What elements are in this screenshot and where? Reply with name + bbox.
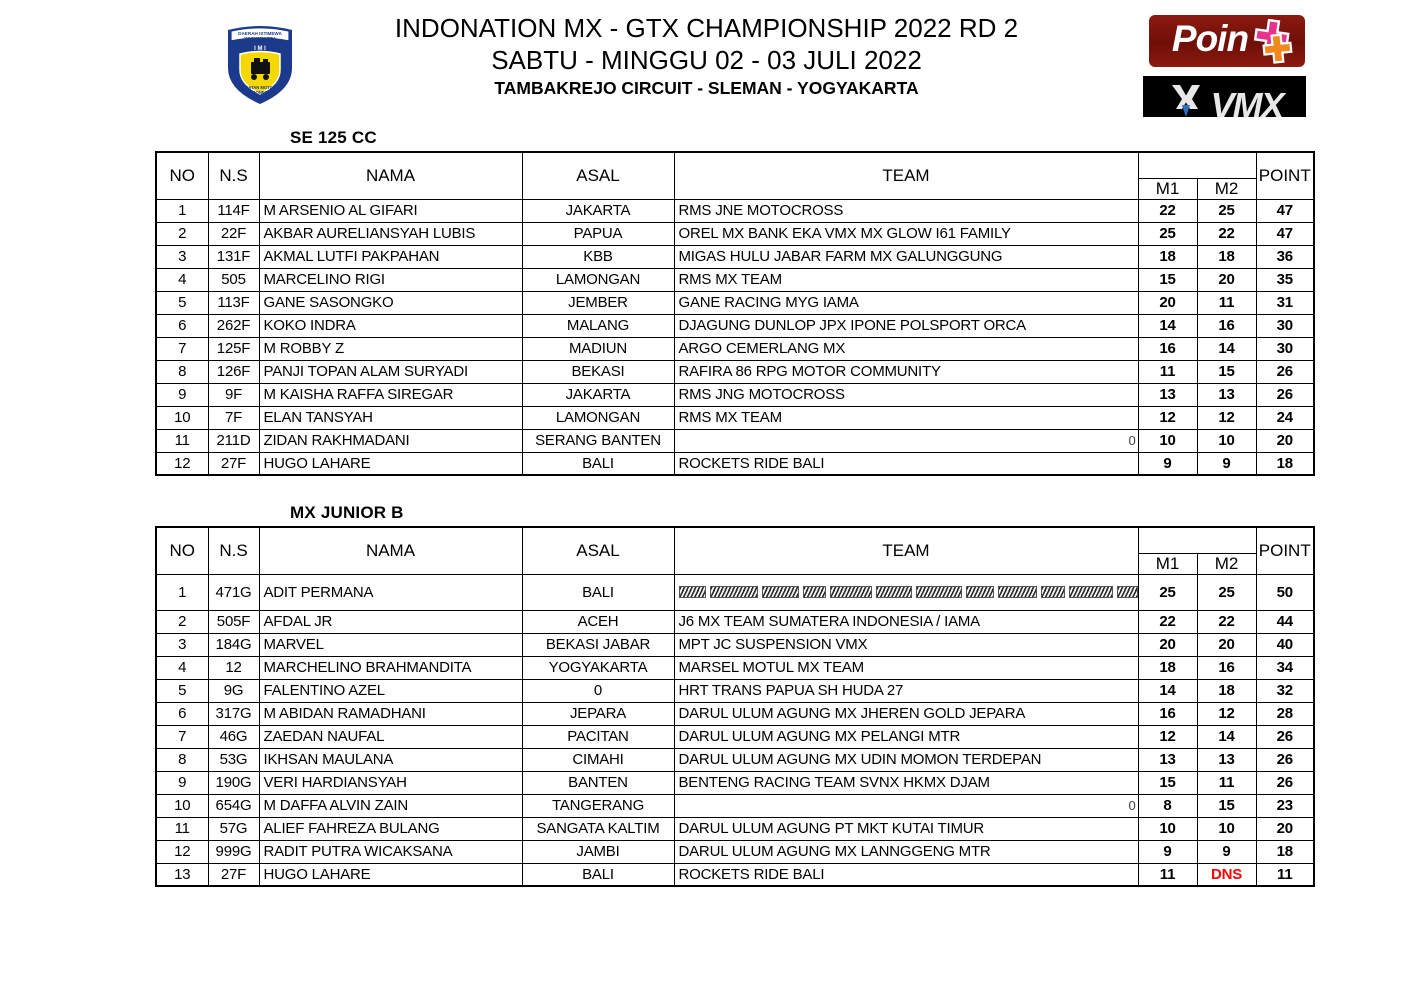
cell-position: 9	[156, 771, 208, 794]
cell-origin: BANTEN	[522, 771, 674, 794]
cell-total-points: 40	[1256, 633, 1314, 656]
cell-origin: BALI	[522, 452, 674, 475]
cell-rider-name: MARCHELINO BRAHMANDITA	[259, 656, 522, 679]
column-header-m1: M1	[1138, 178, 1197, 199]
cell-total-points: 20	[1256, 429, 1314, 452]
plus-icon	[1251, 19, 1297, 65]
column-header-nama: NAMA	[259, 527, 522, 574]
cell-total-points: 36	[1256, 245, 1314, 268]
cell-position: 6	[156, 702, 208, 725]
class-title: SE 125 CC	[290, 128, 377, 147]
cell-team: BENTENG RACING TEAM SVNX HKMX DJAM	[674, 771, 1138, 794]
cell-team: J6 MX TEAM SUMATERA INDONESIA / IAMA	[674, 610, 1138, 633]
cell-moto1-points: 12	[1138, 725, 1197, 748]
cell-position: 4	[156, 656, 208, 679]
cell-rider-name: AKMAL LUTFI PAKPAHAN	[259, 245, 522, 268]
cell-moto2-points: 12	[1197, 406, 1256, 429]
cell-rider-name: PANJI TOPAN ALAM SURYADI	[259, 360, 522, 383]
cell-moto1-points: 15	[1138, 771, 1197, 794]
cell-moto1-points: 11	[1138, 360, 1197, 383]
cell-race-number: 505	[208, 268, 259, 291]
cell-race-number: 7F	[208, 406, 259, 429]
team-illegible-compressed-text	[679, 586, 1138, 599]
cell-moto1-points: 25	[1138, 222, 1197, 245]
cell-moto2-points: 25	[1197, 574, 1256, 610]
event-title-block	[330, 12, 1083, 100]
results-table-se125	[155, 151, 1315, 476]
cell-total-points: 47	[1256, 222, 1314, 245]
cell-total-points: 47	[1256, 199, 1314, 222]
cell-position: 2	[156, 610, 208, 633]
cell-total-points: 20	[1256, 817, 1314, 840]
cell-moto1-points: 20	[1138, 633, 1197, 656]
cell-origin: SERANG BANTEN	[522, 429, 674, 452]
cell-total-points: 26	[1256, 748, 1314, 771]
cell-origin: BALI	[522, 574, 674, 610]
cell-rider-name: KOKO INDRA	[259, 314, 522, 337]
poin-logo-text: Poin	[1171, 18, 1249, 59]
cell-moto2-points: 22	[1197, 610, 1256, 633]
cell-origin: YOGYAKARTA	[522, 656, 674, 679]
shield-icon	[224, 20, 296, 106]
cell-position: 4	[156, 268, 208, 291]
cell-team: HRT TRANS PAPUA SH HUDA 27	[674, 679, 1138, 702]
cell-rider-name: M ABIDAN RAMADHANI	[259, 702, 522, 725]
cell-team: MIGAS HULU JABAR FARM MX GALUNGGUNG	[674, 245, 1138, 268]
cell-moto1-points: 9	[1138, 840, 1197, 863]
cell-origin: KBB	[522, 245, 674, 268]
cell-team	[674, 574, 1138, 610]
cell-position: 10	[156, 406, 208, 429]
cell-race-number: 317G	[208, 702, 259, 725]
cell-moto2-points: 15	[1197, 794, 1256, 817]
cell-moto2-points: 13	[1197, 748, 1256, 771]
cell-race-number: 12	[208, 656, 259, 679]
cell-total-points: 24	[1256, 406, 1314, 429]
cell-team: RMS MX TEAM	[674, 268, 1138, 291]
cell-total-points: 18	[1256, 452, 1314, 475]
column-header-no: NO	[156, 152, 208, 199]
results-table-mxjuniorb	[155, 526, 1315, 887]
cell-race-number: 262F	[208, 314, 259, 337]
cell-moto2-points: 14	[1197, 337, 1256, 360]
table-row	[156, 574, 1314, 610]
cell-moto1-points: 16	[1138, 337, 1197, 360]
cell-moto2-points: 9	[1197, 452, 1256, 475]
column-header-point: POINT	[1256, 152, 1314, 199]
cell-position: 10	[156, 794, 208, 817]
cell-race-number: 211D	[208, 429, 259, 452]
cell-race-number: 654G	[208, 794, 259, 817]
cell-moto2-points: 16	[1197, 314, 1256, 337]
column-header-point: POINT	[1256, 527, 1314, 574]
cell-team: DARUL ULUM AGUNG MX UDIN MOMON TERDEPAN	[674, 748, 1138, 771]
column-header-m2: M2	[1197, 178, 1256, 199]
cell-moto1-points: 9	[1138, 452, 1197, 475]
cell-race-number: 46G	[208, 725, 259, 748]
cell-race-number: 27F	[208, 452, 259, 475]
table-row	[156, 245, 1314, 268]
cell-position: 11	[156, 817, 208, 840]
cell-origin: SANGATA KALTIM	[522, 817, 674, 840]
table-row	[156, 314, 1314, 337]
cell-moto2-points: 10	[1197, 429, 1256, 452]
cell-rider-name: M ARSENIO AL GIFARI	[259, 199, 522, 222]
cell-position: 12	[156, 840, 208, 863]
moto-header-spacer	[1138, 527, 1256, 553]
cell-team: ARGO CEMERLANG MX	[674, 337, 1138, 360]
cell-team-zero-value: 0	[1128, 798, 1136, 813]
event-date: SABTU - MINGGU 02 - 03 JULI 2022	[491, 45, 922, 75]
cell-origin: BALI	[522, 863, 674, 886]
cell-total-points: 44	[1256, 610, 1314, 633]
cell-rider-name: ZAEDAN NAUFAL	[259, 725, 522, 748]
cell-position: 13	[156, 863, 208, 886]
cell-team: MPT JC SUSPENSION VMX	[674, 633, 1138, 656]
table-row	[156, 656, 1314, 679]
cell-origin: PAPUA	[522, 222, 674, 245]
cell-total-points: 18	[1256, 840, 1314, 863]
column-header-no: NO	[156, 527, 208, 574]
cell-total-points: 34	[1256, 656, 1314, 679]
cell-race-number: 9F	[208, 383, 259, 406]
cell-moto1-points: 16	[1138, 702, 1197, 725]
cell-team: DJAGUNG DUNLOP JPX IPONE POLSPORT ORCA	[674, 314, 1138, 337]
cell-rider-name: M DAFFA ALVIN ZAIN	[259, 794, 522, 817]
cell-position: 6	[156, 314, 208, 337]
cell-position: 8	[156, 748, 208, 771]
cell-team: RMS JNG MOTOCROSS	[674, 383, 1138, 406]
cell-position: 12	[156, 452, 208, 475]
svg-text:INDONESIA: INDONESIA	[248, 90, 272, 95]
cell-rider-name: HUGO LAHARE	[259, 452, 522, 475]
sponsor-logos	[1143, 15, 1308, 117]
cell-team: MARSEL MOTUL MX TEAM	[674, 656, 1138, 679]
section-se-125-cc	[155, 128, 1413, 476]
cell-origin: PACITAN	[522, 725, 674, 748]
cell-race-number: 505F	[208, 610, 259, 633]
column-header-asal: ASAL	[522, 527, 674, 574]
cell-moto2-points: 18	[1197, 679, 1256, 702]
cell-moto2-points: 14	[1197, 725, 1256, 748]
cell-moto2-points: 25	[1197, 199, 1256, 222]
cell-moto1-points: 11	[1138, 863, 1197, 886]
table-row	[156, 817, 1314, 840]
cell-rider-name: VERI HARDIANSYAH	[259, 771, 522, 794]
cell-position: 7	[156, 337, 208, 360]
svg-text:I M I: I M I	[254, 46, 266, 52]
cell-origin: CIMAHI	[522, 748, 674, 771]
cell-moto2-points: DNS	[1197, 863, 1256, 886]
cell-origin: ACEH	[522, 610, 674, 633]
table-row	[156, 633, 1314, 656]
cell-moto1-points: 10	[1138, 429, 1197, 452]
table-row	[156, 702, 1314, 725]
cell-total-points: 28	[1256, 702, 1314, 725]
cell-moto2-points: 11	[1197, 291, 1256, 314]
cell-team-zero-value: 0	[1128, 433, 1136, 448]
cell-rider-name: GANE SASONGKO	[259, 291, 522, 314]
cell-rider-name: ZIDAN RAKHMADANI	[259, 429, 522, 452]
cell-position: 1	[156, 199, 208, 222]
cell-moto1-points: 14	[1138, 679, 1197, 702]
svg-text:DAERAH ISTIMEWA: DAERAH ISTIMEWA	[238, 31, 282, 36]
cell-race-number: 22F	[208, 222, 259, 245]
table-row	[156, 679, 1314, 702]
column-header-ns: N.S	[208, 527, 259, 574]
imi-yogyakarta-emblem	[224, 20, 296, 106]
poin-plus-logo	[1149, 15, 1305, 67]
column-header-nama: NAMA	[259, 152, 522, 199]
cell-moto1-points: 25	[1138, 574, 1197, 610]
cell-position: 3	[156, 633, 208, 656]
cell-rider-name: ALIEF FAHREZA BULANG	[259, 817, 522, 840]
cell-origin: TANGERANG	[522, 794, 674, 817]
cell-moto2-points: 13	[1197, 383, 1256, 406]
cell-moto1-points: 12	[1138, 406, 1197, 429]
cell-moto2-points: 18	[1197, 245, 1256, 268]
column-header-team: TEAM	[674, 152, 1138, 199]
cell-total-points: 26	[1256, 383, 1314, 406]
cell-moto2-points: 12	[1197, 702, 1256, 725]
cell-team: RMS MX TEAM	[674, 406, 1138, 429]
cell-team: ROCKETS RIDE BALI	[674, 452, 1138, 475]
table-row	[156, 337, 1314, 360]
cell-rider-name: MARCELINO RIGI	[259, 268, 522, 291]
cell-origin: 0	[522, 679, 674, 702]
cell-position: 3	[156, 245, 208, 268]
table-row	[156, 771, 1314, 794]
cell-moto2-points: 20	[1197, 268, 1256, 291]
cell-team: GANE RACING MYG IAMA	[674, 291, 1138, 314]
cell-rider-name: RADIT PUTRA WICAKSANA	[259, 840, 522, 863]
class-title: MX JUNIOR B	[290, 503, 404, 522]
cell-race-number: 131F	[208, 245, 259, 268]
cell-rider-name: AFDAL JR	[259, 610, 522, 633]
cell-origin: LAMONGAN	[522, 406, 674, 429]
cell-moto2-points: 20	[1197, 633, 1256, 656]
cell-total-points: 26	[1256, 725, 1314, 748]
cell-moto1-points: 15	[1138, 268, 1197, 291]
table-row	[156, 291, 1314, 314]
cell-moto1-points: 22	[1138, 610, 1197, 633]
cell-moto2-points: 16	[1197, 656, 1256, 679]
cell-origin: JEPARA	[522, 702, 674, 725]
cell-moto1-points: 18	[1138, 656, 1197, 679]
table-row	[156, 840, 1314, 863]
cell-race-number: 125F	[208, 337, 259, 360]
cell-total-points: 11	[1256, 863, 1314, 886]
cell-position: 1	[156, 574, 208, 610]
cell-team: DARUL ULUM AGUNG MX JHEREN GOLD JEPARA	[674, 702, 1138, 725]
cell-moto1-points: 20	[1138, 291, 1197, 314]
cell-race-number: 53G	[208, 748, 259, 771]
document-header	[0, 0, 1413, 128]
cell-rider-name: M ROBBY Z	[259, 337, 522, 360]
cell-rider-name: MARVEL	[259, 633, 522, 656]
column-header-asal: ASAL	[522, 152, 674, 199]
cell-race-number: 57G	[208, 817, 259, 840]
vmx-x-icon	[1166, 79, 1206, 117]
table-row	[156, 748, 1314, 771]
cell-team: DARUL ULUM AGUNG MX PELANGI MTR	[674, 725, 1138, 748]
cell-race-number: 999G	[208, 840, 259, 863]
cell-moto1-points: 8	[1138, 794, 1197, 817]
svg-text:YOGYAKARTA: YOGYAKARTA	[244, 36, 276, 41]
cell-moto1-points: 10	[1138, 817, 1197, 840]
cell-total-points: 23	[1256, 794, 1314, 817]
cell-team	[674, 429, 1138, 452]
table-row	[156, 863, 1314, 886]
cell-race-number: 9G	[208, 679, 259, 702]
cell-position: 11	[156, 429, 208, 452]
cell-rider-name: M KAISHA RAFFA SIREGAR	[259, 383, 522, 406]
cell-moto1-points: 22	[1138, 199, 1197, 222]
vmx-logo	[1143, 76, 1306, 117]
cell-race-number: 471G	[208, 574, 259, 610]
column-header-m1: M1	[1138, 553, 1197, 574]
moto-header-spacer	[1138, 152, 1256, 178]
cell-moto2-points: 15	[1197, 360, 1256, 383]
cell-moto2-points: 11	[1197, 771, 1256, 794]
cell-race-number: 184G	[208, 633, 259, 656]
cell-team: OREL MX BANK EKA VMX MX GLOW I61 FAMILY	[674, 222, 1138, 245]
column-header-ns: N.S	[208, 152, 259, 199]
cell-rider-name: ELAN TANSYAH	[259, 406, 522, 429]
cell-origin: JAKARTA	[522, 383, 674, 406]
cell-moto1-points: 13	[1138, 748, 1197, 771]
vmx-logo-text: VMX	[1210, 85, 1283, 117]
column-header-team: TEAM	[674, 527, 1138, 574]
table-row	[156, 199, 1314, 222]
column-header-m2: M2	[1197, 553, 1256, 574]
table-row	[156, 610, 1314, 633]
cell-moto2-points: 10	[1197, 817, 1256, 840]
cell-team: DARUL ULUM AGUNG MX LANNGGENG MTR	[674, 840, 1138, 863]
cell-race-number: 113F	[208, 291, 259, 314]
table-row	[156, 222, 1314, 245]
table-row	[156, 406, 1314, 429]
cell-position: 2	[156, 222, 208, 245]
cell-team: DARUL ULUM AGUNG PT MKT KUTAI TIMUR	[674, 817, 1138, 840]
cell-rider-name: ADIT PERMANA	[259, 574, 522, 610]
table-row	[156, 794, 1314, 817]
cell-moto2-points: 9	[1197, 840, 1256, 863]
cell-total-points: 50	[1256, 574, 1314, 610]
event-venue: TAMBAKREJO CIRCUIT - SLEMAN - YOGYAKARTA	[494, 78, 919, 98]
cell-total-points: 32	[1256, 679, 1314, 702]
svg-text:IKATAN MOTOR: IKATAN MOTOR	[244, 85, 276, 90]
cell-team: ROCKETS RIDE BALI	[674, 863, 1138, 886]
cell-origin: BEKASI	[522, 360, 674, 383]
event-title: INDONATION MX - GTX CHAMPIONSHIP 2022 RD 2	[394, 13, 1019, 43]
cell-position: 5	[156, 291, 208, 314]
cell-moto1-points: 13	[1138, 383, 1197, 406]
cell-race-number: 114F	[208, 199, 259, 222]
cell-total-points: 30	[1256, 314, 1314, 337]
cell-origin: MALANG	[522, 314, 674, 337]
cell-team: RAFIRA 86 RPG MOTOR COMMUNITY	[674, 360, 1138, 383]
table-row	[156, 429, 1314, 452]
cell-origin: JAMBI	[522, 840, 674, 863]
tables-area	[0, 128, 1413, 887]
cell-team	[674, 794, 1138, 817]
cell-position: 7	[156, 725, 208, 748]
cell-race-number: 190G	[208, 771, 259, 794]
cell-total-points: 31	[1256, 291, 1314, 314]
table-row	[156, 360, 1314, 383]
cell-position: 8	[156, 360, 208, 383]
cell-total-points: 35	[1256, 268, 1314, 291]
cell-origin: MADIUN	[522, 337, 674, 360]
cell-rider-name: IKHSAN MAULANA	[259, 748, 522, 771]
section-mx-junior-b	[155, 503, 1413, 887]
cell-rider-name: AKBAR AURELIANSYAH LUBIS	[259, 222, 522, 245]
cell-race-number: 126F	[208, 360, 259, 383]
cell-total-points: 30	[1256, 337, 1314, 360]
cell-total-points: 26	[1256, 360, 1314, 383]
table-row	[156, 452, 1314, 475]
cell-origin: LAMONGAN	[522, 268, 674, 291]
cell-team: RMS JNE MOTOCROSS	[674, 199, 1138, 222]
cell-origin: JEMBER	[522, 291, 674, 314]
cell-total-points: 26	[1256, 771, 1314, 794]
table-row	[156, 268, 1314, 291]
cell-origin: JAKARTA	[522, 199, 674, 222]
cell-position: 5	[156, 679, 208, 702]
cell-moto1-points: 18	[1138, 245, 1197, 268]
table-row	[156, 383, 1314, 406]
cell-position: 9	[156, 383, 208, 406]
cell-moto2-points: 22	[1197, 222, 1256, 245]
table-row	[156, 725, 1314, 748]
cell-race-number: 27F	[208, 863, 259, 886]
cell-origin: BEKASI JABAR	[522, 633, 674, 656]
cell-moto1-points: 14	[1138, 314, 1197, 337]
cell-rider-name: FALENTINO AZEL	[259, 679, 522, 702]
cell-rider-name: HUGO LAHARE	[259, 863, 522, 886]
